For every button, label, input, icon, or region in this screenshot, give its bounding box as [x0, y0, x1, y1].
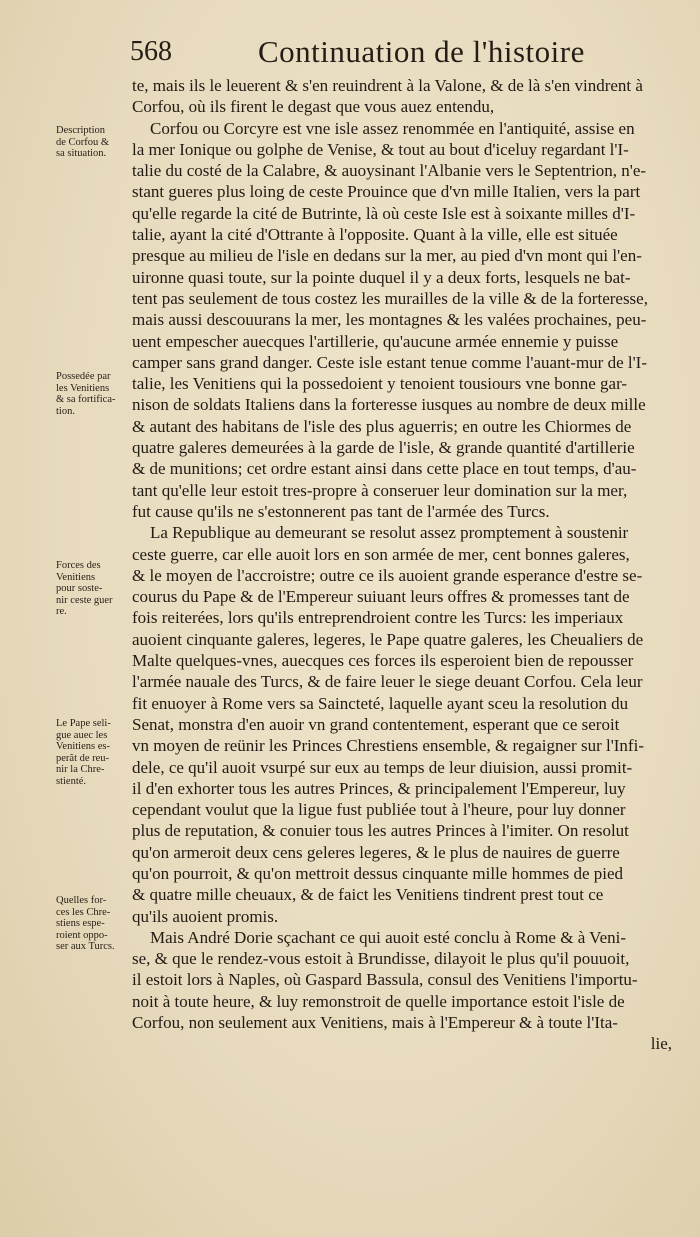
margin-note-line: sa situation. — [56, 148, 107, 159]
text-line: Malte quelques-vnes, auecques ces forces ils esperoient bien de repousser — [132, 651, 634, 671]
running-title: Continuation de l'histoire — [258, 34, 585, 69]
text-line: cependant voulut que la ligue fust publiée tout à l'heure, pour luy donner — [132, 800, 626, 820]
text-line: talie du costé de la Calabre, & auoysinant l'Albanie vers le Septentrion, n'e- — [132, 161, 647, 181]
text-line: il estoit lors à Naples, où Gaspard Bassula, consul des Venitiens l'importu- — [132, 970, 638, 990]
margin-note — [56, 560, 128, 618]
margin-note-line: nir ceste guer — [56, 594, 113, 606]
text-line: qu'on pourroit, & qu'on mettroit dessus cinquante mille hommes de pied — [132, 863, 624, 883]
margin-note-line: nir la Chre- — [56, 764, 105, 775]
text-line: dele, ce qu'il auoit vsurpé sur eux au temps de leur diuision, aussi promit- — [132, 757, 633, 777]
text-line: plus de reputation, & conuier tous les autres Princes à l'imiter. On resolut — [132, 821, 629, 841]
text-line: la mer Ionique ou golphe de Venise, & tout au bout d'iceluy regardant l'I- — [132, 139, 629, 159]
text-line: uent empescher auecques l'artillerie, qu'aucune armée ennemie y puisse — [132, 331, 619, 351]
text-line: qu'ils auoient promis. — [132, 906, 279, 926]
margin-note-line: de Corfou & — [56, 136, 110, 148]
margin-note-line: Possedée par — [56, 371, 111, 382]
text-line: presque au milieu de l'isle en dedans sur la mer, au pied d'vn mont qui l'en- — [132, 246, 642, 266]
margin-note — [56, 895, 128, 953]
text-line: il d'en exhorter tous les autres Princes, & principalement l'Empereur, luy — [132, 778, 626, 798]
margin-note-line: les Venitiens — [56, 382, 110, 394]
text-line: courus du Pape & de l'Empereur suiuant leurs offres & promesses tant de — [132, 587, 630, 607]
margin-note-line: gue auec les — [56, 729, 108, 741]
margin-note-line: Venitiens es- — [56, 741, 110, 752]
text-line: qu'elle regarde la cité de Butrinte, là où ceste Isle est à soixante milles d'I- — [132, 203, 636, 223]
text-line: talie, ayant la cité d'Ottrante à l'opposite. Quant à la ville, elle est située — [132, 225, 618, 245]
margin-note-line: ces les Chre- — [56, 906, 111, 918]
text-line: vn moyen de reünir les Princes Chrestiens ensemble, & regaigner sur l'Infi- — [132, 736, 644, 756]
margin-note-line: Description — [56, 125, 105, 136]
text-line: uironne quasi toute, sur la pointe duquel il y a deux forts, lesquels ne bat- — [132, 267, 631, 287]
text-line: & autant des habitans de l'isle des plus aguerris; en outre les Chiormes de — [132, 416, 632, 436]
margin-note-line: pour soste- — [56, 583, 103, 594]
margin-note — [56, 718, 128, 787]
margin-note — [56, 371, 128, 417]
text-line: qu'on armeroit deux cens geleres legeres, & le plus de nauires de guerre — [132, 842, 620, 862]
text-line: noit à toute heure, & luy remonstroit de quelle importance estoit l'isle de — [132, 991, 625, 1011]
margin-note-line: stiens espe- — [56, 918, 105, 929]
text-line: fois reiterées, lors qu'ils entreprendroient contre les Turcs: les imperiaux — [132, 608, 624, 628]
margin-note-line: ser aux Turcs. — [56, 941, 115, 952]
text-line: fit enuoyer à Rome vers sa Saincteté, laquelle ayant sceu la resolution du — [132, 693, 629, 713]
text-line: quatre galeres demeurées à la garde de l'isle, & grande quantité d'artillerie — [132, 438, 635, 458]
text-line: stant gueres plus loing de ceste Prouince que d'vn mille Italien, vers la part — [132, 182, 641, 202]
margin-note-line: Le Pape seli- — [56, 718, 111, 729]
margin-note-line: Venitiens — [56, 571, 96, 583]
margin-note-line: Quelles for- — [56, 895, 107, 906]
text-line: mais aussi descouurans la mer, les montagnes & les valées prochaines, peu- — [132, 310, 647, 330]
text-line: fut cause qu'ils ne s'estonnerent pas tant de l'armée des Turcs. — [132, 501, 550, 521]
catchword: lie, — [650, 1034, 672, 1054]
margin-note-line: & sa fortifica- — [56, 394, 116, 405]
margin-note-line: stienté. — [56, 775, 87, 787]
text-line: nison de soldats Italiens dans la forteresse iusques au nombre de deux mille — [132, 395, 646, 415]
text-line: Senat, monstra d'en auoir vn grand contentement, esperant que ce seroit — [132, 714, 620, 734]
text-line: auoient cinquante galeres, legeres, le Pape quatre galeres, les Cheualiers de — [132, 629, 644, 649]
margin-note-line: roient oppo- — [56, 929, 108, 941]
text-line: Corfou, où ils firent le degast que vous auez entendu, — [132, 97, 495, 117]
text-line: & quatre mille cheuaux, & de faict les Venitiens tindrent prest tout ce — [132, 885, 604, 905]
page-header — [130, 34, 685, 74]
text-line: Corfou ou Corcyre est vne isle assez renommée en l'antiquité, assise en — [150, 118, 635, 138]
text-line: se, & que le rendez-vous estoit à Brundisse, dilayoit le plus qu'il pouuoit, — [132, 949, 630, 969]
text-line: camper sans grand danger. Ceste isle estant tenue comme l'auant-mur de l'I- — [132, 352, 647, 372]
text-line: Corfou, non seulement aux Venitiens, mais à l'Empereur & à toute l'Ita- — [132, 1013, 618, 1033]
text-line: & de munitions; cet ordre estant ainsi dans cette place en tout temps, d'au- — [132, 459, 637, 479]
text-line: ceste guerre, car elle auoit lors en son armée de mer, cent bonnes galeres, — [132, 544, 630, 564]
text-line: Mais André Dorie sçachant ce qui auoit esté conclu à Rome & à Veni- — [150, 927, 627, 947]
body-text — [132, 75, 672, 1055]
text-line: tant qu'elle leur estoit tres-propre à conseruer leur domination sur la mer, — [132, 480, 628, 500]
text-line: te, mais ils le leuerent & s'en reuindrent à la Valone, & de là s'en vindrent à — [132, 76, 643, 95]
margin-note-line: perãt de reu- — [56, 752, 110, 764]
margin-note-line: re. — [56, 606, 67, 617]
text-line: & le moyen de l'accroistre; outre ce ils auoient grande esperance d'estre se- — [132, 565, 643, 585]
page-number: 568 — [130, 36, 172, 67]
text-line: l'armée nauale des Turcs, & de faire leuer le siege deuant Corfou. Cela leur — [132, 672, 643, 692]
text-line: tent pas seulement de tous costez les murailles de la ville & de la forteresse, — [132, 288, 648, 308]
text-line: talie, les Venitiens qui la possedoient y tenoient tousiours vne bonne gar- — [132, 374, 628, 394]
text-line: La Republique au demeurant se resolut assez promptement à soustenir — [150, 523, 629, 543]
margin-note-line: Forces des — [56, 560, 101, 571]
margin-note — [56, 125, 128, 160]
margin-note-line: tion. — [56, 405, 75, 417]
